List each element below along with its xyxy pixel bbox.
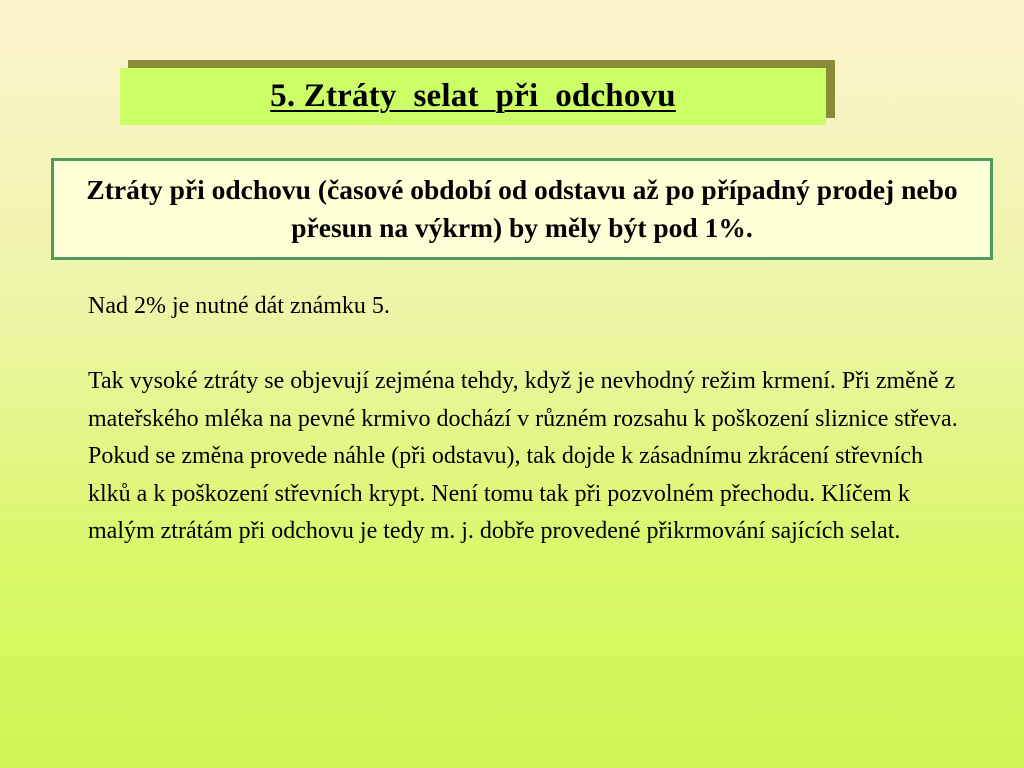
paragraph-grade: Nad 2% je nutné dát známku 5.: [88, 293, 390, 319]
paragraph-explanation: Tak vysoké ztráty se objevují zejména tehdy, když je nevhodný režim krmení. Při změně z mateřského mléka na pevné krmivo dochází v různém rozsahu k poškození sliznice střeva. Pokud se změna provede náhle (při odstavu), tak dojde k zásadnímu zkrácení střevních klků a k poškození střevních krypt. Není tomu tak při pozvolném přechodu. Klíčem k malým ztrátám při odchovu je tedy m. j. dobře provedené přikrmování sajících selat.: [88, 368, 958, 544]
callout-box: [51, 158, 993, 260]
title-box: [120, 68, 826, 125]
slide-title: 5. Ztráty selat při odchovu: [270, 78, 676, 114]
paragraph-gap: [88, 326, 968, 364]
callout-text: Ztráty při odchovu (časové období od odstavu až po případný prodej nebo přesun na výkrm) by měly být pod 1%.: [86, 174, 958, 243]
body-text: [88, 288, 968, 551]
